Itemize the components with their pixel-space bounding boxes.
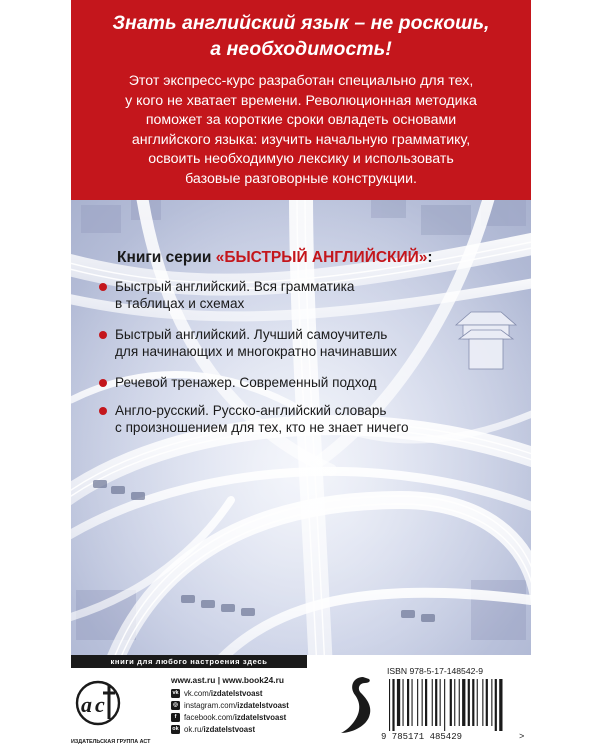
- social-handle: izdatelstvoast: [237, 701, 289, 710]
- barcode-bar: [499, 679, 502, 731]
- barcode-bar: [495, 679, 497, 731]
- barcode-bar: [412, 679, 413, 726]
- book-title-line: для начинающих и многократно начинавших: [115, 344, 397, 359]
- social-prefix: facebook.com/: [184, 713, 235, 722]
- book-title-line: в таблицах и схемах: [115, 296, 245, 311]
- barcode-bar: [432, 679, 433, 726]
- series-title: [117, 249, 433, 267]
- red-header-panel: [71, 0, 531, 200]
- red-dot-icon: [99, 379, 107, 387]
- odnoklassniki-icon: ok: [172, 726, 179, 732]
- svg-text:a: a: [81, 692, 92, 717]
- barcode-bar: [403, 679, 404, 726]
- facebook-icon: f: [171, 713, 180, 722]
- ast-logo: [73, 679, 123, 741]
- barcode-bar: [440, 679, 441, 726]
- barcode-bar: [482, 679, 483, 726]
- social-prefix: ok.ru/: [184, 725, 204, 734]
- social-link-vk[interactable]: [171, 688, 321, 699]
- intro-line: английского языка: изучить начальную грамматику,: [131, 131, 471, 148]
- barcode-bar: [491, 679, 492, 726]
- publisher-websites[interactable]: www.ast.ru | www.book24.ru: [171, 675, 284, 685]
- publisher-caption: ИЗДАТЕЛЬСКАЯ ГРУППА АСТ: [71, 739, 151, 745]
- book-title-line: Англо-русский. Русско-английский словарь: [115, 403, 387, 418]
- barcode-addon: >: [519, 732, 525, 741]
- swan-icon: [339, 673, 375, 739]
- barcode-bar: [454, 679, 455, 726]
- isbn-number: ISBN 978-5-17-148542-9: [387, 666, 484, 676]
- red-dot-icon: [99, 331, 107, 339]
- intro-line: освоить необходимую лексику и использовать: [148, 151, 454, 167]
- book-title-line: Быстрый английский. Лучший самоучитель: [115, 327, 388, 342]
- red-dot-icon: [99, 283, 107, 291]
- series-title-prefix: Книги серии: [117, 249, 216, 266]
- headline-line-2: а необходимость!: [210, 38, 392, 60]
- publisher-footer: [71, 655, 531, 750]
- barcode-bar: [468, 679, 470, 726]
- intro-paragraph: [83, 72, 519, 189]
- intro-line: Этот экспресс-курс разработан специально для тех,: [128, 73, 474, 89]
- vk-icon: vk: [172, 690, 179, 696]
- series-title-suffix: :: [427, 249, 433, 266]
- barcode-bar: [486, 679, 488, 726]
- barcode-bar: [422, 679, 423, 726]
- intro-line: у кого не хватает времени. Революционная методика: [125, 92, 477, 109]
- headline-line-1: Знать английский язык – не роскошь,: [112, 12, 490, 34]
- tagline-bar: книги для любого настроения здесь: [71, 655, 307, 668]
- social-link-facebook[interactable]: [171, 712, 321, 723]
- intro-line: поможет за короткие сроки овладеть основами: [145, 112, 457, 128]
- book-back-cover: [71, 0, 531, 750]
- instagram-icon: ◎: [171, 701, 180, 710]
- barcode-bar: [477, 679, 478, 726]
- red-dot-icon: [99, 407, 107, 415]
- barcode-bar: [389, 679, 390, 731]
- book-title-line: Речевой тренажер. Современный подход: [115, 375, 377, 390]
- barcode-bar: [444, 679, 445, 731]
- social-prefix: vk.com/: [184, 689, 211, 698]
- series-name: «БЫСТРЫЙ АНГЛИЙСКИЙ»: [215, 249, 428, 266]
- barcode-bar: [450, 679, 452, 726]
- barcode-bar: [459, 679, 460, 726]
- social-link-odnoklassniki[interactable]: [171, 724, 321, 735]
- highway-interchange-photo: [71, 200, 531, 655]
- barcode-digits: 9 785171 485429: [381, 732, 463, 741]
- barcode-bar: [392, 679, 394, 731]
- barcode-bar: [417, 679, 418, 726]
- barcode-bar: [407, 679, 409, 726]
- social-handle: izdatelstvoast: [203, 725, 256, 734]
- barcode-bar: [462, 679, 465, 726]
- isbn-barcode: [379, 679, 529, 741]
- social-prefix: instagram.com/: [184, 701, 238, 710]
- book-title-line: с произношением для тех, кто не знает ничего: [115, 420, 409, 435]
- headline: [71, 10, 531, 62]
- barcode-bar: [425, 679, 427, 726]
- barcode-bar: [397, 679, 400, 726]
- barcode-bar: [435, 679, 437, 726]
- social-handle: izdatelstvoast: [210, 689, 263, 698]
- intro-line: базовые разговорные конструкции.: [185, 170, 417, 187]
- social-link-instagram[interactable]: [171, 700, 321, 711]
- barcode-bar: [472, 679, 474, 726]
- book-title-line: Быстрый английский. Вся грамматика: [115, 279, 355, 294]
- svg-text:c: c: [95, 692, 105, 717]
- social-handle: izdatelstvoast: [234, 713, 287, 722]
